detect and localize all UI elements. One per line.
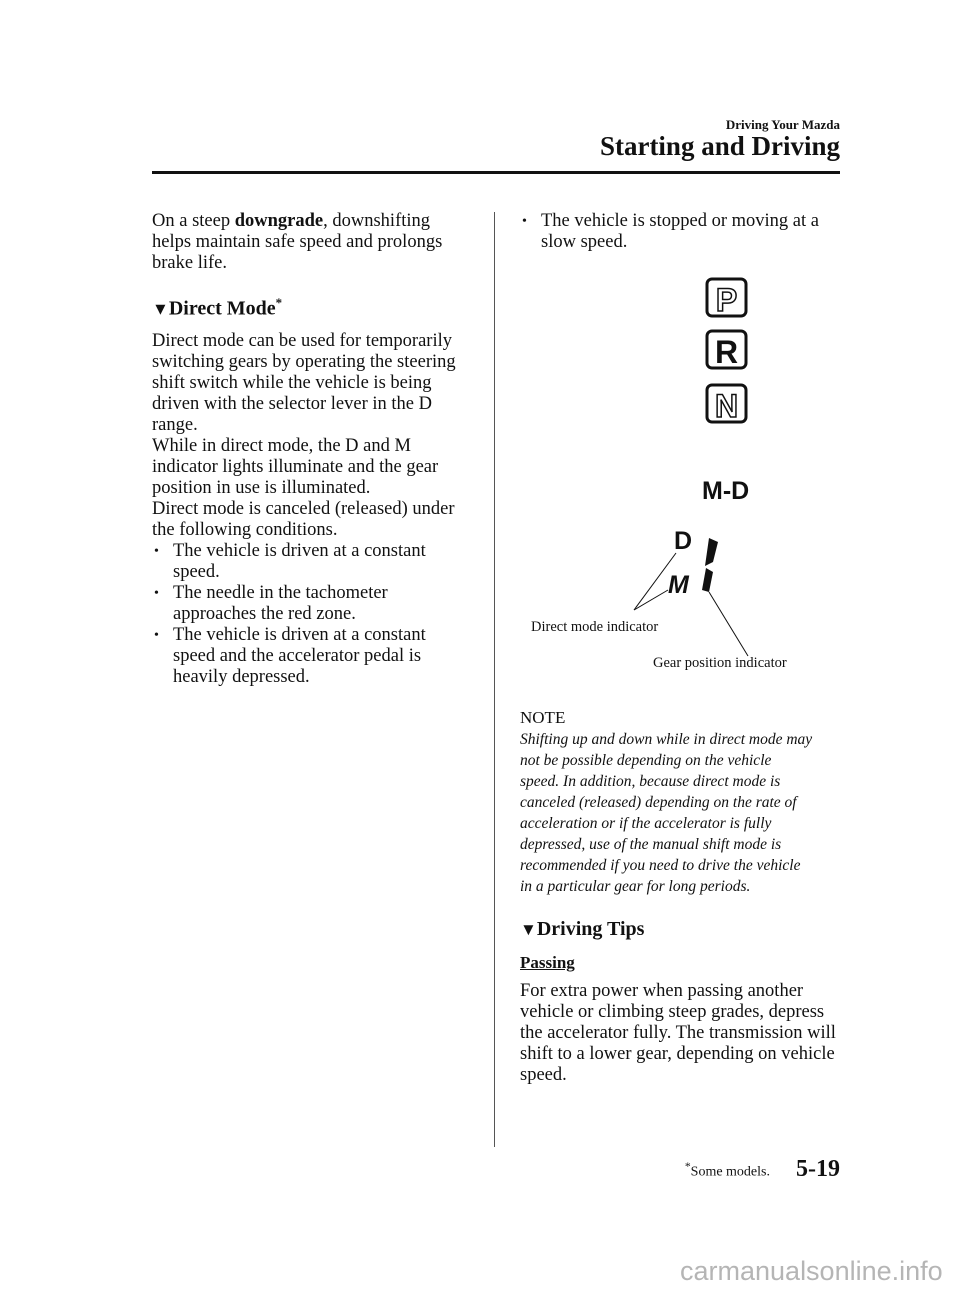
md-label: M-D [702, 477, 750, 505]
gear-position-indicator-label: Gear position indicator [653, 655, 787, 671]
column-divider [494, 212, 495, 1147]
note-line: in a particular gear for long periods. [520, 878, 751, 895]
text-line: approaches the red zone. [173, 604, 356, 624]
header-rule [152, 171, 840, 174]
asterisk: * [684, 1160, 691, 1174]
note-line: not be possible depending on the vehicle [520, 752, 772, 769]
intro-paragraph [152, 211, 442, 274]
note-line: recommended if you need to drive the vehicle [520, 857, 801, 874]
text-line: speed and the accelerator pedal is [173, 646, 422, 666]
direct-mode-body [152, 331, 456, 688]
text-line: switching gears by operating the steering [152, 352, 456, 372]
note-line: speed. In addition, because direct mode is [520, 773, 781, 790]
gear-segment-lower [702, 568, 713, 592]
text-line: For extra power when passing another [520, 981, 804, 1001]
gear-p-label: P [715, 282, 738, 318]
bullet-item [152, 541, 456, 562]
text-line: brake life. [152, 253, 227, 273]
text-line: driven with the selector lever in the D [152, 394, 432, 414]
passing-subheading: Passing [520, 953, 575, 972]
text-line: speed. [173, 562, 220, 582]
text-line: position in use is illuminated. [152, 478, 371, 498]
section-label: Driving Your Mazda [725, 117, 840, 132]
text-line: slow speed. [541, 232, 628, 252]
text-line: shift switch while the vehicle is being [152, 373, 432, 393]
text: The vehicle is driven at a constant [173, 625, 426, 645]
text-line: speed. [520, 1065, 567, 1085]
text-line: While in direct mode, the D and M [152, 436, 411, 456]
triangle-marker-icon: ▼ [520, 920, 537, 939]
text: , downshifting [323, 211, 431, 231]
text-line: the accelerator fully. The transmission will [520, 1023, 836, 1043]
text: The needle in the tachometer [173, 583, 388, 603]
stopped-bullet [520, 211, 819, 253]
direct-mode-heading [152, 295, 282, 321]
text-line: range. [152, 415, 198, 435]
leader-line-gear [709, 592, 748, 656]
gear-r-label: R [714, 334, 739, 370]
text-line: heavily depressed. [173, 667, 310, 687]
m-indicator-label: M [668, 571, 689, 599]
d-indicator-label: D [674, 527, 693, 555]
footnote-text: Some models. [690, 1165, 770, 1180]
text: On a steep [152, 211, 235, 231]
bullet-item [520, 211, 819, 232]
heading-text: Driving Tips [536, 918, 645, 940]
text-line: shift to a lower gear, depending on vehicle [520, 1044, 835, 1064]
note-line: acceleration or if the accelerator is fully [520, 815, 772, 832]
gear-segment-upper [705, 538, 718, 566]
text-line: helps maintain safe speed and prolongs [152, 232, 443, 252]
page-footer [685, 1156, 840, 1183]
direct-mode-indicator-label: Direct mode indicator [531, 619, 659, 635]
text-line: Direct mode can be used for temporarily [152, 331, 452, 351]
note-body [520, 729, 812, 897]
footnote [685, 1160, 770, 1181]
text-line: indicator lights illuminate and the gear [152, 457, 439, 477]
note-title: NOTE [520, 708, 566, 727]
note-line: canceled (released) depending on the rate of [520, 794, 797, 811]
triangle-marker-icon: ▼ [152, 299, 169, 319]
bullet-item [152, 583, 456, 604]
text-line: vehicle or climbing steep grades, depress [520, 1002, 825, 1022]
note-line: depressed, use of the manual shift mode is [520, 836, 782, 853]
text-line: the following conditions. [152, 520, 338, 540]
watermark: carmanualsonline.info [680, 1256, 943, 1286]
page-title: Starting and Driving [599, 131, 840, 161]
emphasis: downgrade [234, 211, 324, 231]
heading-text: Direct Mode [168, 297, 276, 320]
text: The vehicle is driven at a constant [173, 541, 426, 561]
gear-n-label: N [714, 388, 739, 424]
bullet-item [152, 625, 456, 646]
leader-line-m [634, 590, 668, 610]
page-number: 5-19 [796, 1156, 840, 1182]
text-line: Direct mode is canceled (released) under [152, 499, 455, 519]
text: The vehicle is stopped or moving at a [541, 211, 819, 231]
note-line: Shifting up and down while in direct mode may [520, 731, 813, 748]
driving-tips-heading [520, 918, 644, 941]
asterisk: * [275, 295, 283, 310]
passing-body [520, 981, 836, 1086]
